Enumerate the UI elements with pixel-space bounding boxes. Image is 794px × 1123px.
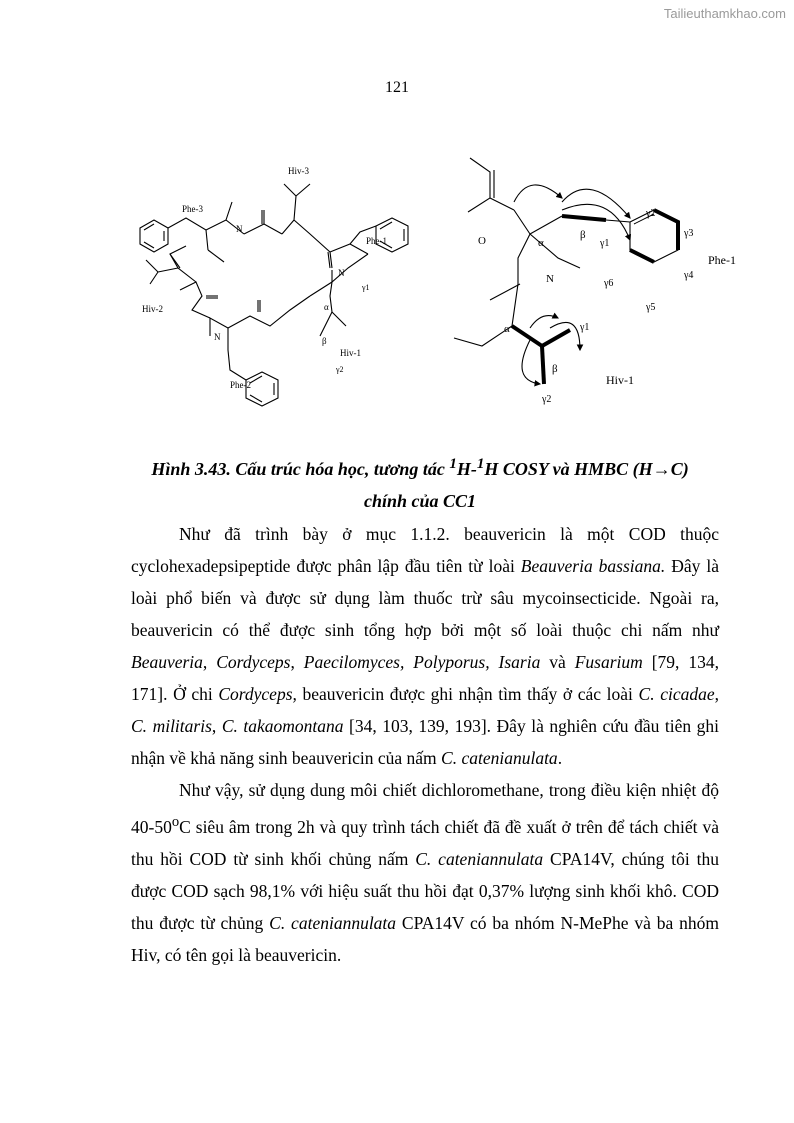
g4-right: γ4 (684, 270, 694, 281)
g1-right-top: γ1 (600, 238, 610, 249)
g1-right-bottom: γ1 (580, 322, 590, 333)
hiv1-label-right: Hiv-1 (606, 373, 634, 387)
phe1-label-left: Phe-1 (366, 236, 387, 246)
structure-diagram (110, 150, 736, 420)
hiv1-label-left: Hiv-1 (340, 348, 361, 358)
g1-left: γ1 (362, 283, 370, 292)
g5-right: γ5 (646, 302, 656, 313)
figure-caption-line1: Hình 3.43. Cấu trúc hóa học, tương tác $^1$H-$^1$H COSY và HMBC (H→C) (151, 456, 689, 479)
chemical-structure-figure (110, 150, 736, 420)
beta-right-bottom: β (552, 363, 558, 375)
hiv2-label: Hiv-2 (142, 304, 163, 314)
alpha-right-bottom: α (504, 323, 510, 335)
phe2-label: Phe-2 (230, 380, 251, 390)
n-label-3: N (214, 332, 221, 342)
g2-right-bottom: γ2 (542, 394, 552, 405)
alpha-right-top: α (538, 237, 544, 249)
n-label-1: N (236, 224, 243, 234)
cosy-hmbc-fragment (454, 158, 736, 405)
g2-right: γ2 (646, 208, 656, 219)
n-label-2: N (338, 268, 345, 278)
g2-left: γ2 (336, 365, 344, 374)
paragraph-2: Như vậy, sử dụng dung môi chiết dichloromethane, trong điều kiện nhiệt độ 40-50$^o$C siêu âm trong 2h và quy trình tách chiết đã đề xuất ở trên để tách chiết và thu hồi COD từ sinh khối chủng nấm C. cateniannulata CPA14V, chúng tôi thu được COD sạch 98,1% với hiệu suất thu hồi đạt 0,37% lượng sinh khối khô. COD thu được từ chủng C. cateniannulata CPA14V có ba nhóm N-MePhe và ba nhóm Hiv, có tên gọi là beauvericin. (131, 780, 719, 965)
paragraph-1: Như đã trình bày ở mục 1.1.2. beauvericin là một COD thuộc cyclohexadepsipeptide được phân lập đầu tiên từ loài Beauveria bassiana. Đây là loài phổ biến và được sử dụng làm thuốc trừ sâu mycoinsecticide. Ngoài ra, beauvericin có thể được sinh tổng hợp bởi một số loài thuộc chi nấm như Beauveria, Cordyceps, Paecilomyces, Polyporus, Isaria và Fusarium [79, 134, 171]. Ở chi Cordyceps, beauvericin được ghi nhận tìm thấy ở các loài C. cicadae, C. militaris, C. takaomontana [34, 103, 139, 193]. Đây là nghiên cứu đầu tiên ghi nhận về khả năng sinh beauvericin của nấm C. catenianulata. (131, 524, 719, 768)
o-label-right: O (478, 235, 486, 247)
phe3-label: Phe-3 (182, 204, 203, 214)
phe1-label-right: Phe-1 (708, 253, 736, 267)
beta-right-top: β (580, 229, 586, 241)
g3-right: γ3 (684, 228, 694, 239)
page-number: 121 (385, 79, 409, 96)
alpha-left: α (324, 302, 329, 312)
body-text (131, 518, 719, 971)
watermark: Tailieuthamkhao.com (663, 6, 786, 21)
hiv3-label: Hiv-3 (288, 166, 309, 176)
beta-left: β (322, 336, 327, 346)
phe1-ring (376, 218, 408, 252)
g6-right: γ6 (604, 278, 614, 289)
beauvericin-macrocycle (140, 166, 408, 406)
n-label-right: N (546, 273, 554, 285)
figure-caption-line2: chính của CC1 (363, 491, 477, 511)
